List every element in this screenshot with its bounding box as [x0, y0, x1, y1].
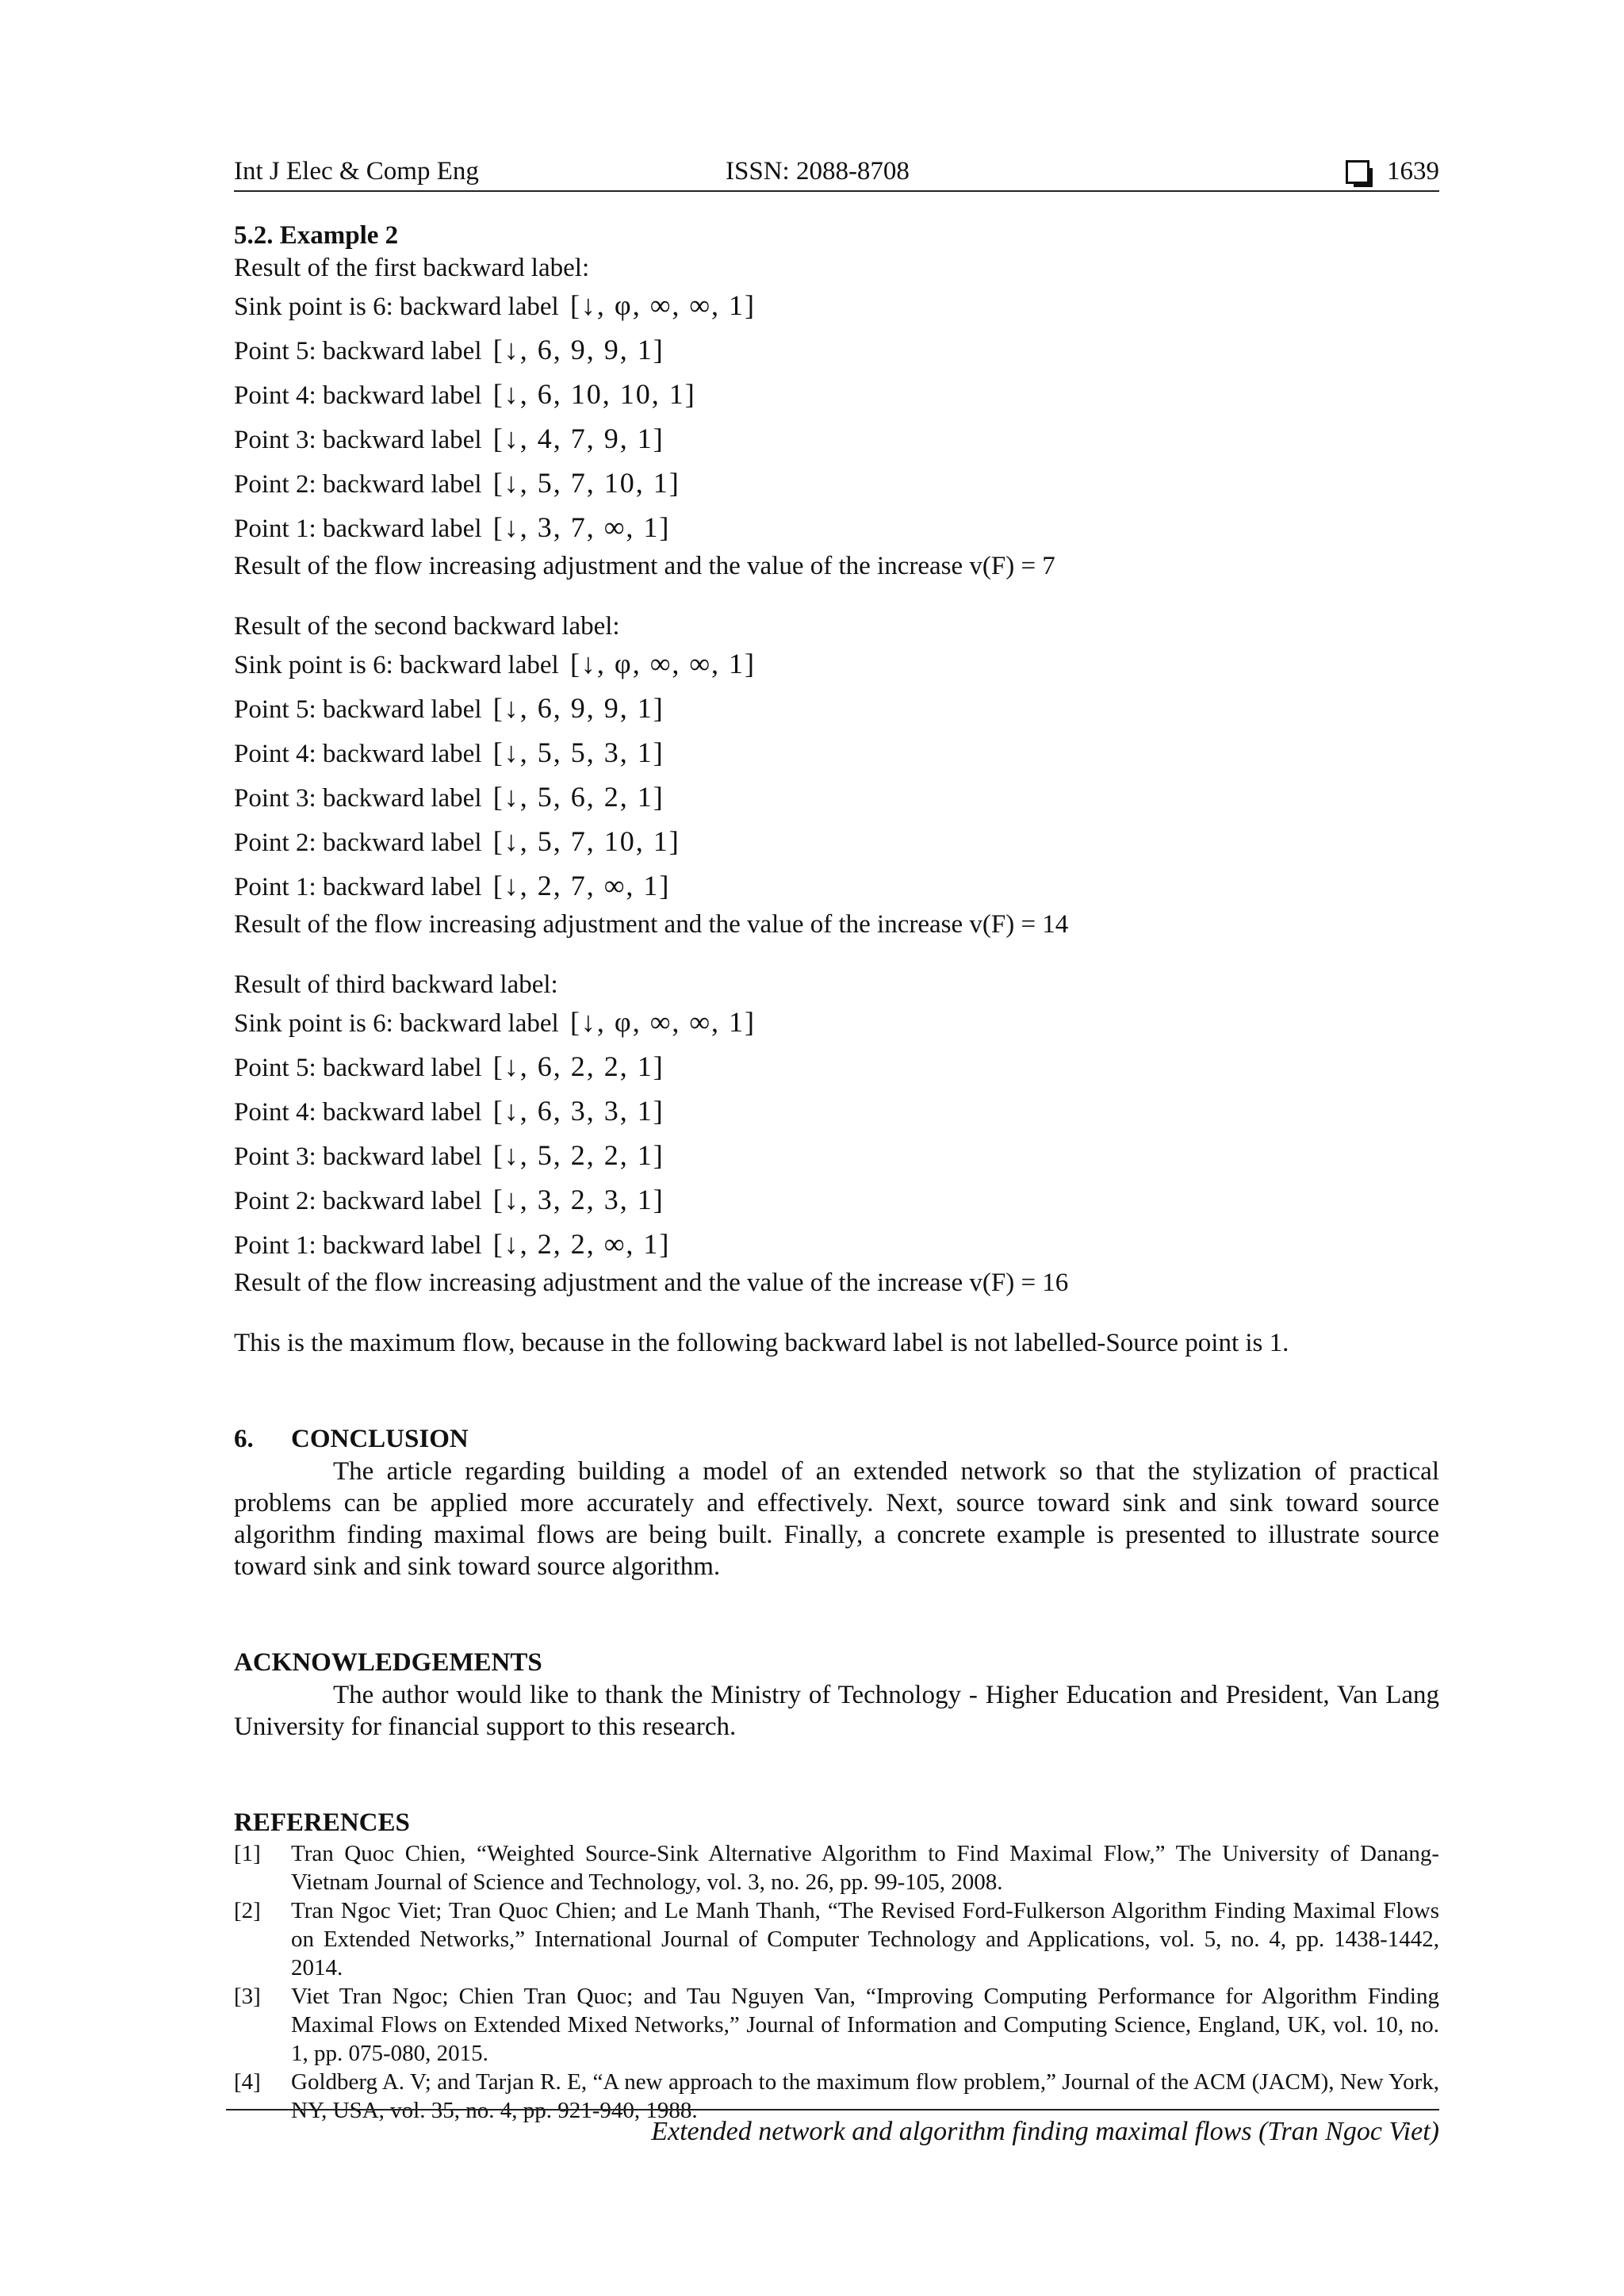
- label-value: [↓, 5, 6, 2, 1]: [492, 781, 665, 813]
- label-value: [↓, 2, 7, ∞, 1]: [492, 870, 671, 901]
- label-row: [234, 687, 1439, 731]
- label-value: [↓, 5, 2, 2, 1]: [492, 1139, 665, 1171]
- round-2: [234, 610, 1439, 940]
- label-text: Point 2: backward label: [234, 470, 482, 499]
- label-value: [↓, φ, ∞, ∞, 1]: [569, 289, 756, 321]
- label-value: [↓, 6, 3, 3, 1]: [492, 1095, 665, 1127]
- label-text: Point 5: backward label: [234, 337, 482, 365]
- label-row: [234, 284, 1439, 328]
- round-result: Result of the flow increasing adjustment and the value of the increase v(F) = 7: [234, 552, 1055, 580]
- label-text: Point 1: backward label: [234, 873, 482, 901]
- round-heading: Result of third backward label:: [234, 970, 558, 999]
- label-value: [↓, 4, 7, 9, 1]: [492, 423, 665, 454]
- page-number: 1639: [1387, 157, 1439, 186]
- label-text: Point 1: backward label: [234, 515, 482, 543]
- journal-name: Int J Elec & Comp Eng: [234, 157, 479, 186]
- final-note: This is the maximum flow, because in the following backward label is not labelled-Source point is 1.: [234, 1329, 1289, 1357]
- label-row: [234, 642, 1439, 687]
- label-text: Point 3: backward label: [234, 784, 482, 813]
- label-value: [↓, 6, 2, 2, 1]: [492, 1050, 665, 1082]
- label-text: Point 3: backward label: [234, 1142, 482, 1171]
- label-row: [234, 864, 1439, 909]
- page-footer: [226, 2109, 1439, 2146]
- label-row: [234, 328, 1439, 373]
- label-value: [↓, φ, ∞, ∞, 1]: [569, 1006, 756, 1038]
- conclusion-text: The article regarding building a model of an extended network so that the stylization of practical problems can be applied more accurately and effectively. Next, source toward sink and sink toward source algorithm finding maximal flows are being built. Finally, a concrete example is presented to illustrate source toward sink and sink toward source algorithm.: [234, 1457, 1439, 1581]
- box-icon: [1346, 160, 1369, 184]
- reference-item: [234, 1896, 1439, 1982]
- label-text: Point 5: backward label: [234, 695, 482, 724]
- label-text: Point 1: backward label: [234, 1231, 482, 1260]
- round-result: Result of the flow increasing adjustment and the value of the increase v(F) = 14: [234, 910, 1069, 939]
- main-content: [234, 219, 1439, 2125]
- label-value: [↓, 3, 2, 3, 1]: [492, 1184, 665, 1215]
- label-value: [↓, 5, 5, 3, 1]: [492, 737, 665, 768]
- label-value: [↓, 6, 9, 9, 1]: [492, 334, 665, 365]
- reference-list: [234, 1839, 1439, 2125]
- example-title: 5.2. Example 2: [234, 221, 399, 250]
- round-heading: Result of the first backward label:: [234, 254, 590, 282]
- label-text: Sink point is 6: backward label: [234, 1009, 559, 1038]
- label-text: Point 2: backward label: [234, 828, 482, 857]
- label-value: [↓, 6, 9, 9, 1]: [492, 692, 665, 724]
- label-text: Point 4: backward label: [234, 381, 482, 410]
- label-text: Point 5: backward label: [234, 1054, 482, 1082]
- conclusion-heading: [234, 1422, 1439, 1456]
- reference-number: [1]: [234, 1841, 261, 1866]
- reference-text: Goldberg A. V; and Tarjan R. E, “A new approach to the maximum flow problem,” Journal of the ACM (JACM), New York, NY, USA, vol. 35, no. 4, pp. 921-940, 1988.: [291, 2069, 1439, 2123]
- label-value: [↓, 5, 7, 10, 1]: [492, 467, 680, 499]
- reference-number: [4]: [234, 2069, 261, 2095]
- label-row: [234, 1089, 1439, 1134]
- label-value: [↓, 6, 10, 10, 1]: [492, 378, 696, 410]
- page-header: [234, 155, 1439, 192]
- round-heading: Result of the second backward label:: [234, 612, 620, 641]
- acknowledgements-text: The author would like to thank the Ministry of Technology - Higher Education and President, Van Lang University for financial support to this research.: [234, 1681, 1439, 1741]
- label-text: Point 4: backward label: [234, 1098, 482, 1127]
- label-row: [234, 1045, 1439, 1089]
- label-value: [↓, φ, ∞, ∞, 1]: [569, 648, 756, 679]
- label-row: [234, 373, 1439, 417]
- label-row: [234, 506, 1439, 550]
- footer-title: Extended network and algorithm finding maximal flows (Tran Ngoc Viet): [651, 2117, 1439, 2146]
- label-row: [234, 820, 1439, 864]
- label-text: Point 2: backward label: [234, 1187, 482, 1215]
- label-text: Sink point is 6: backward label: [234, 651, 559, 679]
- reference-item: [234, 1839, 1439, 1896]
- label-value: [↓, 5, 7, 10, 1]: [492, 825, 680, 857]
- reference-number: [2]: [234, 1898, 261, 1923]
- label-row: [234, 1223, 1439, 1267]
- acknowledgements-heading: ACKNOWLEDGEMENTS: [234, 1648, 542, 1677]
- round-3: [234, 969, 1439, 1299]
- reference-number: [3]: [234, 1984, 261, 2009]
- label-text: Point 3: backward label: [234, 426, 482, 454]
- label-row: [234, 1001, 1439, 1045]
- reference-text: Tran Quoc Chien, “Weighted Source-Sink Alternative Algorithm to Find Maximal Flow,” The University of Danang-Vietnam Journal of Science and Technology, vol. 3, no. 26, pp. 99-105, 2008.: [291, 1841, 1439, 1895]
- label-row: [234, 775, 1439, 820]
- reference-item: [234, 1982, 1439, 2068]
- label-row: [234, 417, 1439, 461]
- round-result: Result of the flow increasing adjustment and the value of the increase v(F) = 16: [234, 1269, 1069, 1297]
- label-value: [↓, 3, 7, ∞, 1]: [492, 511, 671, 543]
- references-heading: REFERENCES: [234, 1808, 410, 1837]
- section-title: CONCLUSION: [291, 1425, 469, 1453]
- label-text: Point 4: backward label: [234, 740, 482, 768]
- label-row: [234, 461, 1439, 506]
- round-1: [234, 252, 1439, 582]
- label-text: Sink point is 6: backward label: [234, 293, 559, 321]
- issn: ISSN: 2088-8708: [726, 157, 910, 186]
- label-row: [234, 731, 1439, 775]
- label-value: [↓, 2, 2, ∞, 1]: [492, 1228, 671, 1260]
- section-number: 6.: [234, 1425, 254, 1453]
- label-row: [234, 1178, 1439, 1223]
- reference-text: Tran Ngoc Viet; Tran Quoc Chien; and Le Manh Thanh, “The Revised Ford-Fulkerson Algorithm Finding Maximal Flows on Extended Networks,” International Journal of Computer Technology and Applications, vol. 5, no. 4, pp. 1438-1442, 2014.: [291, 1898, 1439, 1980]
- label-row: [234, 1134, 1439, 1178]
- reference-text: Viet Tran Ngoc; Chien Tran Quoc; and Tau Nguyen Van, “Improving Computing Performance for Algorithm Finding Maximal Flows on Extended Mixed Networks,” Journal of Information and Computing Science, England, UK, vol. 10, no. 1, pp. 075-080, 2015.: [291, 1984, 1439, 2066]
